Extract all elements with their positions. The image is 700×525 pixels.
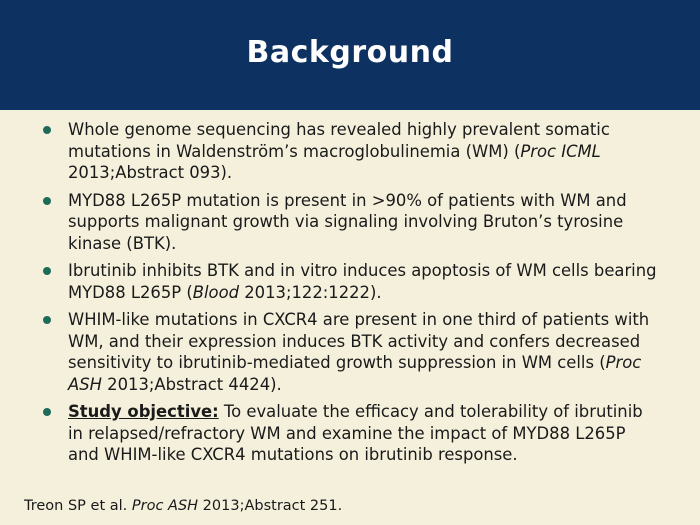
slide-header: [0, 0, 700, 110]
footer-reference: [24, 498, 342, 514]
footer-detail: 2013;Abstract 251.: [198, 498, 343, 514]
citation-journal: Proc ASH: [68, 353, 642, 394]
bullet-dot-icon: [43, 267, 51, 275]
slide-title: Background: [246, 34, 454, 70]
footer-authors: Treon SP et al.: [24, 498, 132, 514]
citation-journal: Proc ICML: [520, 141, 601, 161]
citation-detail: 2013;Abstract 093).: [68, 163, 233, 182]
bullet-item-objective: [40, 401, 660, 466]
bullet-text: To evaluate the efficacy and tolerability of ibrutinib in relapsed/refractory WM and examine the impact of MYD88 L265P and WHIM-like CXCR4 mutations on ibrutinib response.: [68, 402, 643, 464]
bullet-item: [40, 119, 660, 184]
citation-detail: 2013;Abstract 4424).: [101, 374, 282, 394]
citation-journal: Blood: [192, 282, 240, 302]
bullet-dot-icon: [43, 316, 51, 324]
bullet-dot-icon: [43, 197, 51, 205]
bullet-item: [40, 260, 660, 303]
citation-detail: 2013;122:1222).: [239, 282, 382, 302]
bullet-text: Ibrutinib inhibits BTK and in vitro induces apoptosis of WM cells bearing MYD88 L265P (: [68, 261, 657, 302]
bullet-dot-icon: [43, 408, 51, 416]
bullet-list: [40, 119, 660, 472]
bullet-text: MYD88 L265P mutation is present in >90% of patients with WM and supports malignant growth via signaling involving Bruton’s tyrosine kinase (BTK).: [68, 190, 627, 253]
bullet-item: [40, 309, 660, 395]
footer-journal: Proc ASH: [131, 498, 199, 514]
bullet-item: [40, 190, 660, 255]
bullet-text: Whole genome sequencing has revealed highly prevalent somatic mutations in Waldenström’s macroglobulinemia (WM) (: [68, 120, 610, 161]
study-objective-label: Study objective:: [68, 402, 219, 421]
bullet-text: WHIM-like mutations in CXCR4 are present in one third of patients with WM, and their expression induces BTK activity and confers decreased sensitivity to ibrutinib-mediated growth suppression in WM cells (: [68, 310, 650, 372]
bullet-dot-icon: [43, 126, 51, 134]
